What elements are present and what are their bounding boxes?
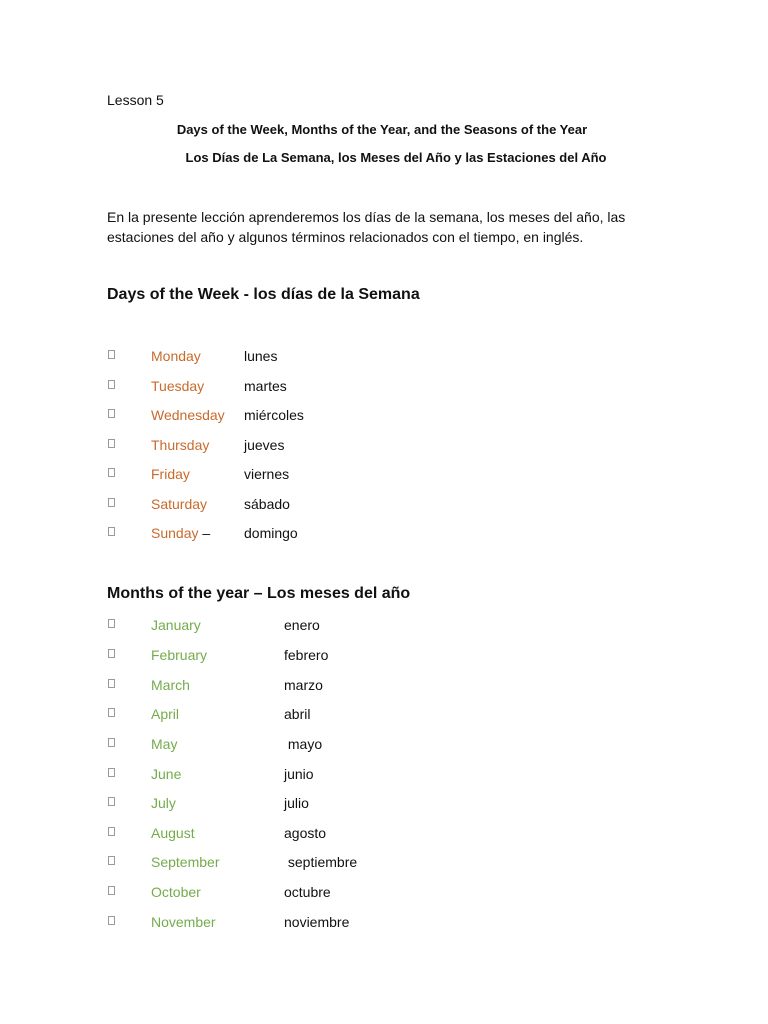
month-spanish: marzo <box>284 677 323 693</box>
intro-paragraph: En la presente lección aprenderemos los días de la semana, los meses del año, las estaciones del año y algunos términos relacionados con el tiempo, en inglés. <box>107 209 626 245</box>
day-english: Thursday <box>151 437 210 453</box>
title-english: Days of the Week, Months of the Year, and the Seasons of the Year <box>176 122 588 137</box>
month-english: February <box>151 647 208 663</box>
day-spanish: domingo <box>244 525 298 541</box>
month-spanish: agosto <box>284 825 327 841</box>
month-spanish: octubre <box>284 884 331 900</box>
bullet-icon <box>108 708 115 717</box>
bullet-icon <box>108 797 115 806</box>
bullet-icon <box>108 498 115 507</box>
month-english: June <box>151 766 182 782</box>
day-spanish: lunes <box>244 348 278 364</box>
title-spanish: Los Días de La Semana, los Meses del Año y las Estaciones del Año <box>185 150 607 165</box>
month-spanish: febrero <box>284 647 329 663</box>
day-english: Wednesday <box>151 407 225 423</box>
bullet-icon <box>108 468 115 477</box>
bullet-icon <box>108 380 115 389</box>
bullet-icon <box>108 738 115 747</box>
month-english: November <box>151 914 216 930</box>
month-english: May <box>151 736 178 752</box>
month-spanish: mayo <box>284 736 323 752</box>
lesson-label: Lesson 5 <box>107 92 164 108</box>
day-english: Friday <box>151 466 190 482</box>
day-english-word: Sunday <box>151 525 199 541</box>
day-english <box>151 523 210 543</box>
day-spanish: viernes <box>244 466 290 482</box>
month-english: March <box>151 677 190 693</box>
month-english: August <box>151 825 195 841</box>
months-heading: Months of the year – Los meses del año <box>107 585 411 602</box>
month-spanish: septiembre <box>284 854 358 870</box>
bullet-icon <box>108 439 115 448</box>
bullet-icon <box>108 827 115 836</box>
day-spanish: sábado <box>244 496 290 512</box>
day-spanish: jueves <box>244 437 285 453</box>
day-english: Saturday <box>151 496 208 512</box>
day-english: Tuesday <box>151 378 205 394</box>
month-english: April <box>151 706 180 722</box>
bullet-icon <box>108 679 115 688</box>
day-spanish: miércoles <box>244 407 304 423</box>
dash: – <box>198 525 211 541</box>
month-spanish: enero <box>284 617 320 633</box>
bullet-icon <box>108 886 115 895</box>
month-english: July <box>151 795 176 811</box>
bullet-icon <box>108 527 115 536</box>
bullet-icon <box>108 856 115 865</box>
bullet-icon <box>108 649 115 658</box>
days-heading: Days of the Week - los días de la Semana <box>107 286 420 303</box>
bullet-icon <box>108 409 115 418</box>
day-spanish: martes <box>244 378 287 394</box>
month-english: January <box>151 617 201 633</box>
bullet-icon <box>108 916 115 925</box>
bullet-icon <box>108 619 115 628</box>
month-english: September <box>151 854 220 870</box>
month-spanish: abril <box>284 706 311 722</box>
bullet-icon <box>108 768 115 777</box>
month-spanish: noviembre <box>284 914 350 930</box>
month-spanish: julio <box>284 795 309 811</box>
day-english: Monday <box>151 348 201 364</box>
bullet-icon <box>108 350 115 359</box>
month-english: October <box>151 884 201 900</box>
month-spanish: junio <box>284 766 314 782</box>
